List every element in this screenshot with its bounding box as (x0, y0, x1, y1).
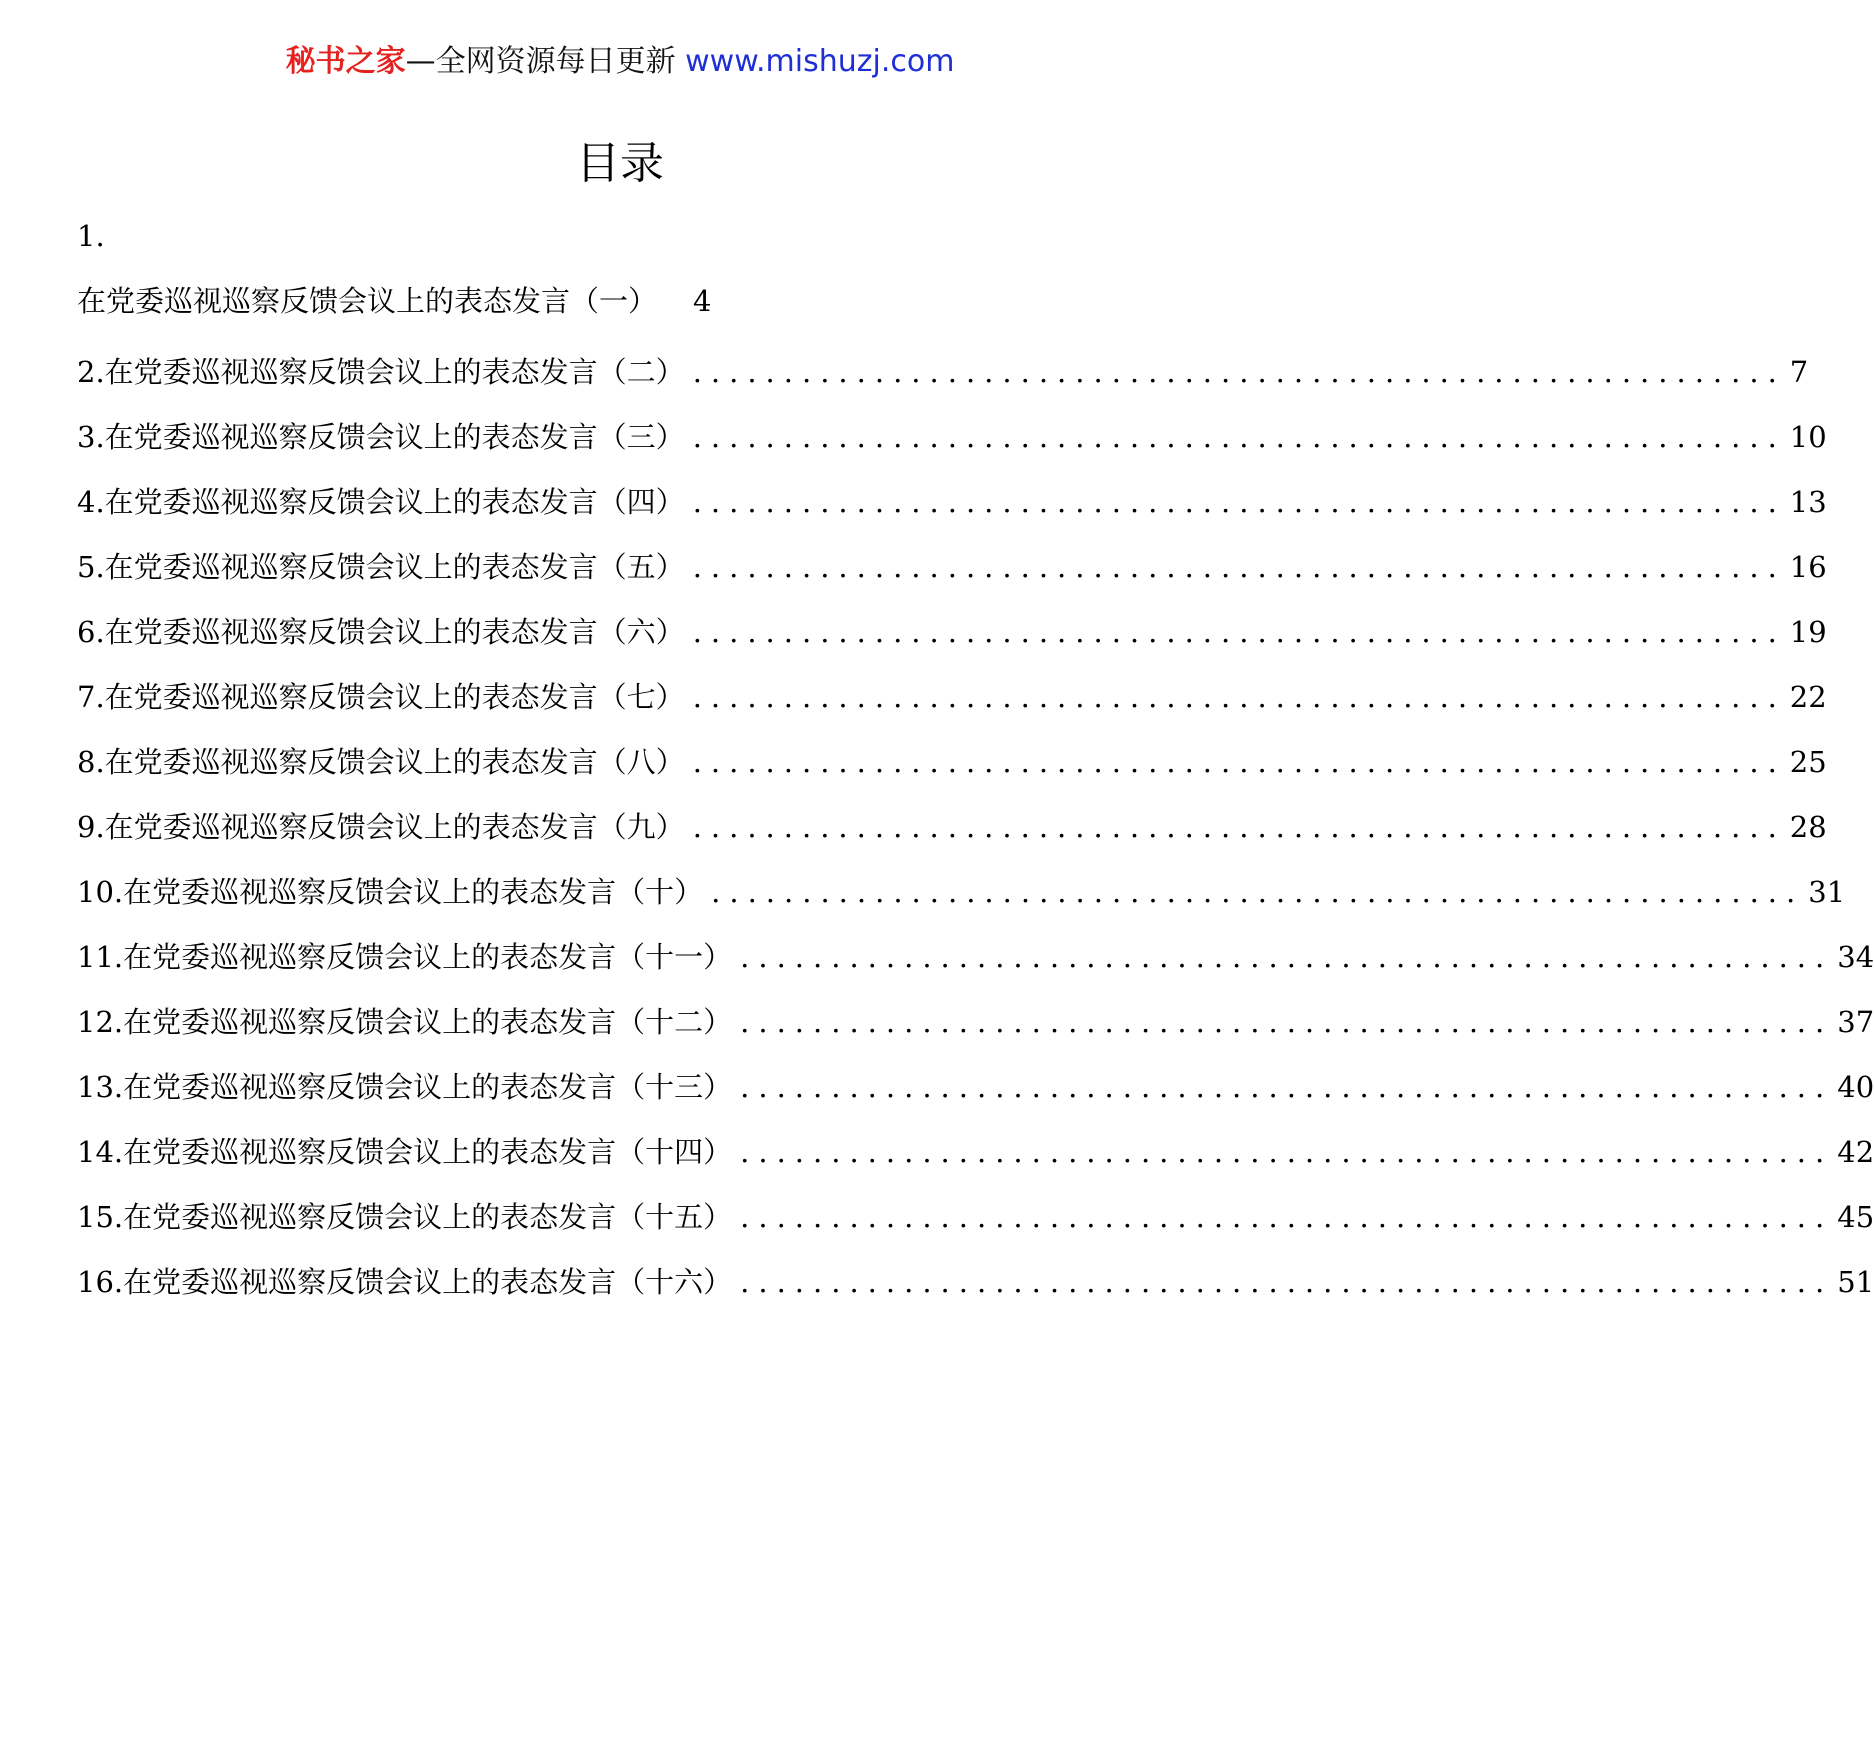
toc-item-page: 34 (1837, 940, 1874, 974)
toc-item-number: 12. (77, 1005, 124, 1039)
toc-item-number: 3. (77, 420, 105, 454)
toc-item-number: 8. (77, 745, 105, 779)
toc-item-2[interactable] (77, 340, 1809, 405)
toc-item-page: 13 (1789, 485, 1827, 519)
toc-item-8[interactable] (77, 730, 1827, 795)
toc-item-title: 在党委巡视巡察反馈会议上的表态发言（十一） (123, 940, 733, 974)
toc-item-page: 37 (1837, 1005, 1874, 1039)
dot-leader: ............................................................ (692, 745, 1786, 779)
toc-item-number: 11. (77, 940, 124, 974)
toc-item-page: 22 (1789, 680, 1827, 714)
toc-item-number: 7. (77, 680, 105, 714)
toc-item-page: 42 (1837, 1135, 1874, 1169)
toc-item-10[interactable] (77, 860, 1846, 925)
toc-item-title: 在党委巡视巡察反馈会议上的表态发言（十四） (123, 1135, 733, 1169)
toc-item-number: 16. (77, 1265, 124, 1299)
toc-item-title: 在党委巡视巡察反馈会议上的表态发言（十二） (123, 1005, 733, 1039)
dot-leader: ............................................................ (740, 940, 1834, 974)
toc-item-title: 在党委巡视巡察反馈会议上的表态发言（十） (123, 875, 704, 909)
dot-leader: ............................................................ (740, 1005, 1834, 1039)
toc-item-title: 在党委巡视巡察反馈会议上的表态发言（四） (104, 485, 685, 519)
toc-item-14[interactable] (77, 1120, 1874, 1185)
table-of-contents (77, 210, 1874, 1315)
dot-leader: ............................................................ (711, 875, 1805, 909)
toc-item-title: 在党委巡视巡察反馈会议上的表态发言（十五） (123, 1200, 733, 1234)
toc-item-title: 在党委巡视巡察反馈会议上的表态发言（十六） (123, 1265, 733, 1299)
toc-item-12[interactable] (77, 990, 1874, 1055)
toc-item-title: 在党委巡视巡察反馈会议上的表态发言（六） (104, 615, 685, 649)
toc-item-7[interactable] (77, 665, 1827, 730)
page-title: 目录 (576, 138, 664, 189)
toc-item-1-number[interactable]: 1. (77, 219, 105, 253)
toc-item-title: 在党委巡视巡察反馈会议上的表态发言（九） (104, 810, 685, 844)
toc-item-number: 2. (77, 355, 105, 389)
toc-item-page: 7 (1789, 355, 1809, 389)
toc-item-title: 在党委巡视巡察反馈会议上的表态发言（七） (104, 680, 685, 714)
dot-leader: ............................................................ (692, 680, 1786, 714)
toc-item-page: 16 (1789, 550, 1827, 584)
toc-item-page: 25 (1789, 745, 1827, 779)
toc-item-number: 15. (77, 1200, 124, 1234)
toc-item-number: 6. (77, 615, 105, 649)
site-banner (0, 42, 1240, 82)
dot-leader: ............................................................ (692, 355, 1786, 389)
toc-item-title: 在党委巡视巡察反馈会议上的表态发言（十三） (123, 1070, 733, 1104)
toc-item-16[interactable] (77, 1250, 1874, 1315)
dot-leader: ............................................................ (692, 485, 1786, 519)
toc-item-number: 4. (77, 485, 105, 519)
toc-item-13[interactable] (77, 1055, 1874, 1120)
toc-item-number: 5. (77, 550, 105, 584)
toc-item-title: 在党委巡视巡察反馈会议上的表态发言（五） (104, 550, 685, 584)
toc-item-page: 51 (1837, 1265, 1874, 1299)
dot-leader: ............................................................ (740, 1200, 1834, 1234)
toc-item-page: 40 (1837, 1070, 1874, 1104)
toc-item-number: 9. (77, 810, 105, 844)
toc-item-page: 31 (1808, 875, 1846, 909)
dot-leader: ............................................................ (740, 1070, 1834, 1104)
toc-item-title: 在党委巡视巡察反馈会议上的表态发言（三） (104, 420, 685, 454)
toc-item-page: 45 (1837, 1200, 1874, 1234)
toc-item-6[interactable] (77, 600, 1827, 665)
brand-name: 秘书之家 (285, 44, 406, 79)
toc-item-9[interactable] (77, 795, 1827, 860)
toc-item-5[interactable] (77, 535, 1827, 600)
dot-leader: ............................................................ (692, 420, 1786, 454)
toc-item-number: 13. (77, 1070, 124, 1104)
banner-tagline: —全网资源每日更新 (405, 44, 676, 79)
dot-leader: ............................................................ (740, 1135, 1834, 1169)
toc-item-page: 4 (693, 284, 712, 318)
toc-item-title: 在党委巡视巡察反馈会议上的表态发言（二） (104, 355, 685, 389)
toc-item-page: 19 (1789, 615, 1827, 649)
site-url[interactable]: www.mishuzj.com (685, 44, 955, 79)
dot-leader: ............................................................ (692, 615, 1786, 649)
toc-item-3[interactable] (77, 405, 1827, 470)
toc-item-number: 10. (77, 875, 124, 909)
toc-item-page: 10 (1789, 420, 1827, 454)
toc-item-15[interactable] (77, 1185, 1874, 1250)
dot-leader: ............................................................ (692, 810, 1786, 844)
toc-item-number: 14. (77, 1135, 124, 1169)
toc-item-4[interactable] (77, 470, 1827, 535)
dot-leader: ............................................................ (692, 550, 1786, 584)
dot-leader: ............................................................ (740, 1265, 1834, 1299)
toc-item-1[interactable] (77, 262, 1163, 340)
toc-item-title: 在党委巡视巡察反馈会议上的表态发言（一） (77, 284, 658, 318)
toc-item-11[interactable] (77, 925, 1874, 990)
toc-item-title: 在党委巡视巡察反馈会议上的表态发言（八） (104, 745, 685, 779)
toc-item-page: 28 (1789, 810, 1827, 844)
